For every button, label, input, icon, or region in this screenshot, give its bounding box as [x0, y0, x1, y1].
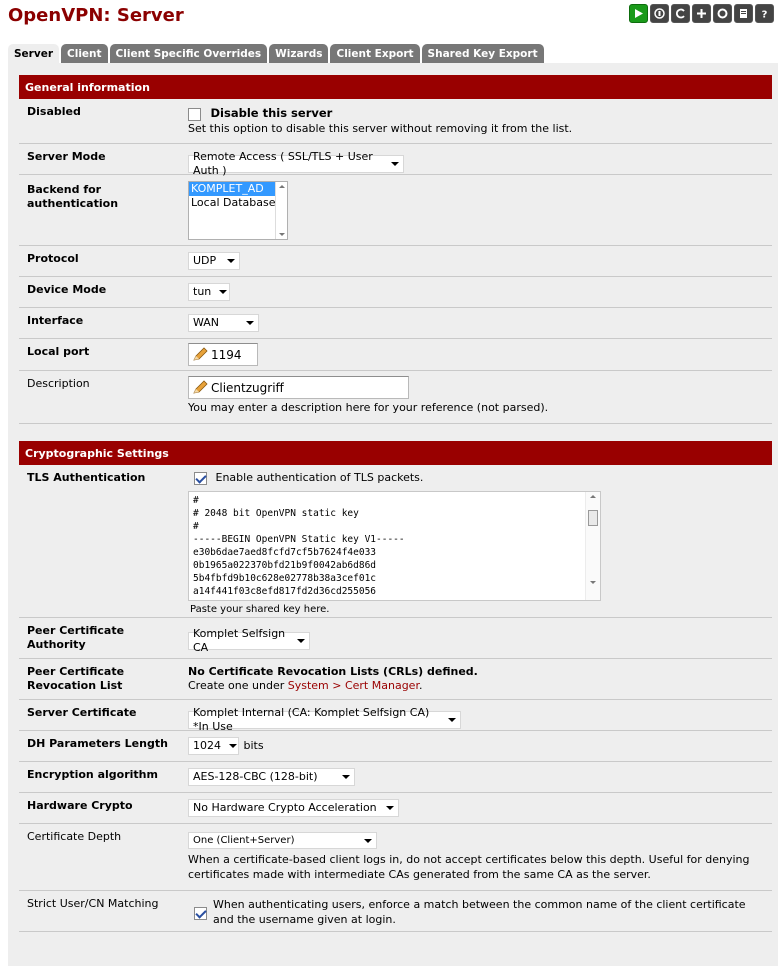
- chevron-down-icon: [229, 744, 237, 748]
- backend-option-local-database[interactable]: Local Database: [191, 196, 276, 209]
- strict-cn-checkbox[interactable]: [194, 907, 207, 920]
- dh-bits-suffix: bits: [243, 739, 264, 752]
- description-help: You may enter a description here for your reference (not parsed).: [188, 400, 549, 414]
- row-protocol: [19, 246, 772, 277]
- label-tls-auth: TLS Authentication: [27, 471, 146, 484]
- cert-depth-value: One (Client+Server): [193, 834, 295, 846]
- row-dh-length: [19, 731, 772, 762]
- toolbar: [629, 4, 774, 23]
- label-peer-ca: Peer Certificate Authority: [27, 624, 125, 651]
- cert-depth-help: When a certificate-based client logs in, do not accept certificates below this depth. Useful for denying certificates made with intermediate CAs generated from the same CA as the server.: [188, 853, 750, 881]
- scroll-up-icon: [279, 185, 285, 188]
- peer-ca-value: Komplet Selfsign CA: [193, 627, 286, 654]
- peer-ca-select[interactable]: [188, 627, 310, 654]
- key-line: e30b6dae7aed8fcfd7cf5b7624f4e033: [193, 547, 377, 558]
- crl-none-text: No Certificate Revocation Lists (CRLs) defined.: [188, 665, 478, 678]
- cert-depth-select[interactable]: [188, 832, 377, 849]
- key-line: #: [193, 521, 199, 532]
- encryption-value: AES-128-CBC (128-bit): [193, 770, 318, 783]
- device-mode-select[interactable]: [188, 283, 230, 301]
- label-device-mode: Device Mode: [27, 283, 107, 296]
- page-title: OpenVPN: Server: [8, 5, 184, 26]
- key-line: 0b1965a022370bfd21b9f0042ab6d86d: [193, 560, 377, 571]
- pencil-icon: [191, 347, 209, 363]
- chevron-down-icon: [386, 806, 394, 810]
- label-server-cert: Server Certificate: [27, 706, 137, 719]
- scroll-down-icon: [279, 233, 285, 236]
- hw-crypto-value: No Hardware Crypto Acceleration: [193, 801, 377, 814]
- row-local-port: [19, 339, 772, 371]
- tab-wizards[interactable]: Wizards: [269, 44, 328, 63]
- shared-key-help: Paste your shared key here.: [190, 604, 330, 615]
- section-header-general: General information: [19, 75, 772, 99]
- tab-client-specific-overrides[interactable]: Client Specific Overrides: [110, 44, 268, 63]
- chevron-down-icon: [448, 718, 456, 722]
- device-mode-value: tun: [193, 285, 212, 298]
- label-encryption: Encryption algorithm: [27, 768, 158, 781]
- chevron-down-icon: [342, 775, 350, 779]
- key-line: # 2048 bit OpenVPN static key: [193, 508, 359, 519]
- protocol-select[interactable]: [188, 252, 240, 270]
- row-disabled: [19, 99, 772, 144]
- svg-text:?: ?: [761, 9, 768, 20]
- label-description: Description: [27, 377, 90, 390]
- cert-manager-link[interactable]: System > Cert Manager: [287, 679, 419, 692]
- row-backend: [19, 175, 772, 246]
- row-peer-ca: [19, 618, 772, 659]
- server-cert-select[interactable]: [188, 706, 461, 733]
- status-icon[interactable]: [650, 4, 669, 23]
- interface-select[interactable]: [188, 314, 259, 332]
- crl-create-suffix: .: [418, 679, 423, 692]
- label-dh-length: DH Parameters Length: [27, 737, 168, 750]
- local-port-value: 1194: [211, 347, 242, 362]
- description-input[interactable]: [188, 376, 409, 399]
- label-interface: Interface: [27, 314, 84, 327]
- shared-key-textarea[interactable]: [188, 491, 601, 601]
- label-hw-crypto: Hardware Crypto: [27, 799, 133, 812]
- row-tls-auth: [19, 465, 772, 618]
- chevron-down-icon: [227, 259, 235, 263]
- row-server-mode: [19, 144, 772, 175]
- server-mode-select[interactable]: [188, 150, 404, 177]
- key-line: #: [193, 495, 199, 506]
- pencil-icon: [191, 380, 209, 396]
- tab-server[interactable]: Server: [8, 44, 59, 64]
- protocol-value: UDP: [193, 254, 217, 267]
- interface-value: WAN: [193, 316, 220, 329]
- strict-cn-text: When authenticating users, enforce a match between the common name of the client certificate and the username given at login.: [213, 898, 746, 926]
- notes-icon[interactable]: [734, 4, 753, 23]
- help-icon[interactable]: [755, 4, 774, 23]
- row-description: [19, 371, 772, 424]
- label-local-port: Local port: [27, 345, 90, 358]
- server-cert-value: Komplet Internal (CA: Komplet Selfsign CA) *In Use: [193, 706, 430, 733]
- disable-server-help: Set this option to disable this server without removing it from the list.: [188, 122, 573, 135]
- row-peer-crl: [19, 659, 772, 700]
- tls-auth-label: Enable authentication of TLS packets.: [215, 471, 424, 484]
- key-line: -----BEGIN OpenVPN Static key V1-----: [193, 534, 405, 545]
- row-strict-cn: [19, 891, 772, 932]
- add-icon[interactable]: [692, 4, 711, 23]
- tab-bar: [8, 44, 544, 64]
- description-value: Clientzugriff: [211, 380, 284, 395]
- label-backend: Backend for authentication: [27, 183, 119, 210]
- play-icon[interactable]: [629, 4, 648, 23]
- dh-length-value: 1024: [193, 739, 221, 752]
- crl-create-prefix: Create one under: [188, 679, 288, 692]
- tls-auth-checkbox[interactable]: [194, 472, 207, 485]
- backend-option-komplet-ad[interactable]: KOMPLET_AD: [189, 182, 275, 196]
- row-cert-depth: [19, 824, 772, 891]
- scroll-thumb[interactable]: [588, 510, 598, 526]
- row-hw-crypto: [19, 793, 772, 824]
- log-icon[interactable]: [671, 4, 690, 23]
- label-peer-crl: Peer Certificate Revocation List: [27, 665, 125, 692]
- section-spacer: [19, 424, 772, 441]
- section-header-crypto: Cryptographic Settings: [19, 441, 772, 465]
- chevron-down-icon: [297, 639, 305, 643]
- tab-panel: [8, 63, 778, 966]
- chevron-down-icon: [364, 839, 372, 843]
- tab-shared-key-export[interactable]: Shared Key Export: [422, 44, 544, 63]
- backend-listbox[interactable]: [188, 181, 288, 240]
- label-strict-cn: Strict User/CN Matching: [27, 897, 159, 910]
- server-mode-value: Remote Access ( SSL/TLS + User Auth ): [193, 150, 373, 177]
- label-disabled: Disabled: [27, 105, 81, 118]
- encryption-select[interactable]: [188, 768, 355, 786]
- row-server-cert: [19, 700, 772, 731]
- disable-server-label: Disable this server: [210, 106, 333, 120]
- scroll-up-icon: [590, 495, 596, 498]
- key-line: 5b4fbfd9b10c628e02778b38a3cef01c: [193, 573, 377, 584]
- scroll-down-icon: [590, 581, 596, 584]
- settings-form: [19, 75, 772, 932]
- hw-crypto-select[interactable]: [188, 799, 399, 817]
- local-port-input[interactable]: [188, 343, 258, 366]
- label-protocol: Protocol: [27, 252, 79, 265]
- textarea-scrollbar[interactable]: [585, 492, 600, 600]
- dh-length-select[interactable]: [188, 737, 239, 755]
- tab-client[interactable]: Client: [61, 44, 108, 63]
- chevron-down-icon: [391, 162, 399, 166]
- label-cert-depth: Certificate Depth: [27, 830, 122, 843]
- row-encryption: [19, 762, 772, 793]
- chevron-down-icon: [246, 321, 254, 325]
- listbox-scrollbar[interactable]: [275, 182, 287, 239]
- key-line: a14f441f03c8efd817fd2d36cd255056: [193, 586, 377, 597]
- tab-client-export[interactable]: Client Export: [330, 44, 419, 63]
- disable-server-checkbox[interactable]: [188, 108, 201, 121]
- row-device-mode: [19, 277, 772, 308]
- label-server-mode: Server Mode: [27, 150, 106, 163]
- chevron-down-icon: [219, 290, 227, 294]
- row-interface: [19, 308, 772, 339]
- settings-icon[interactable]: [713, 4, 732, 23]
